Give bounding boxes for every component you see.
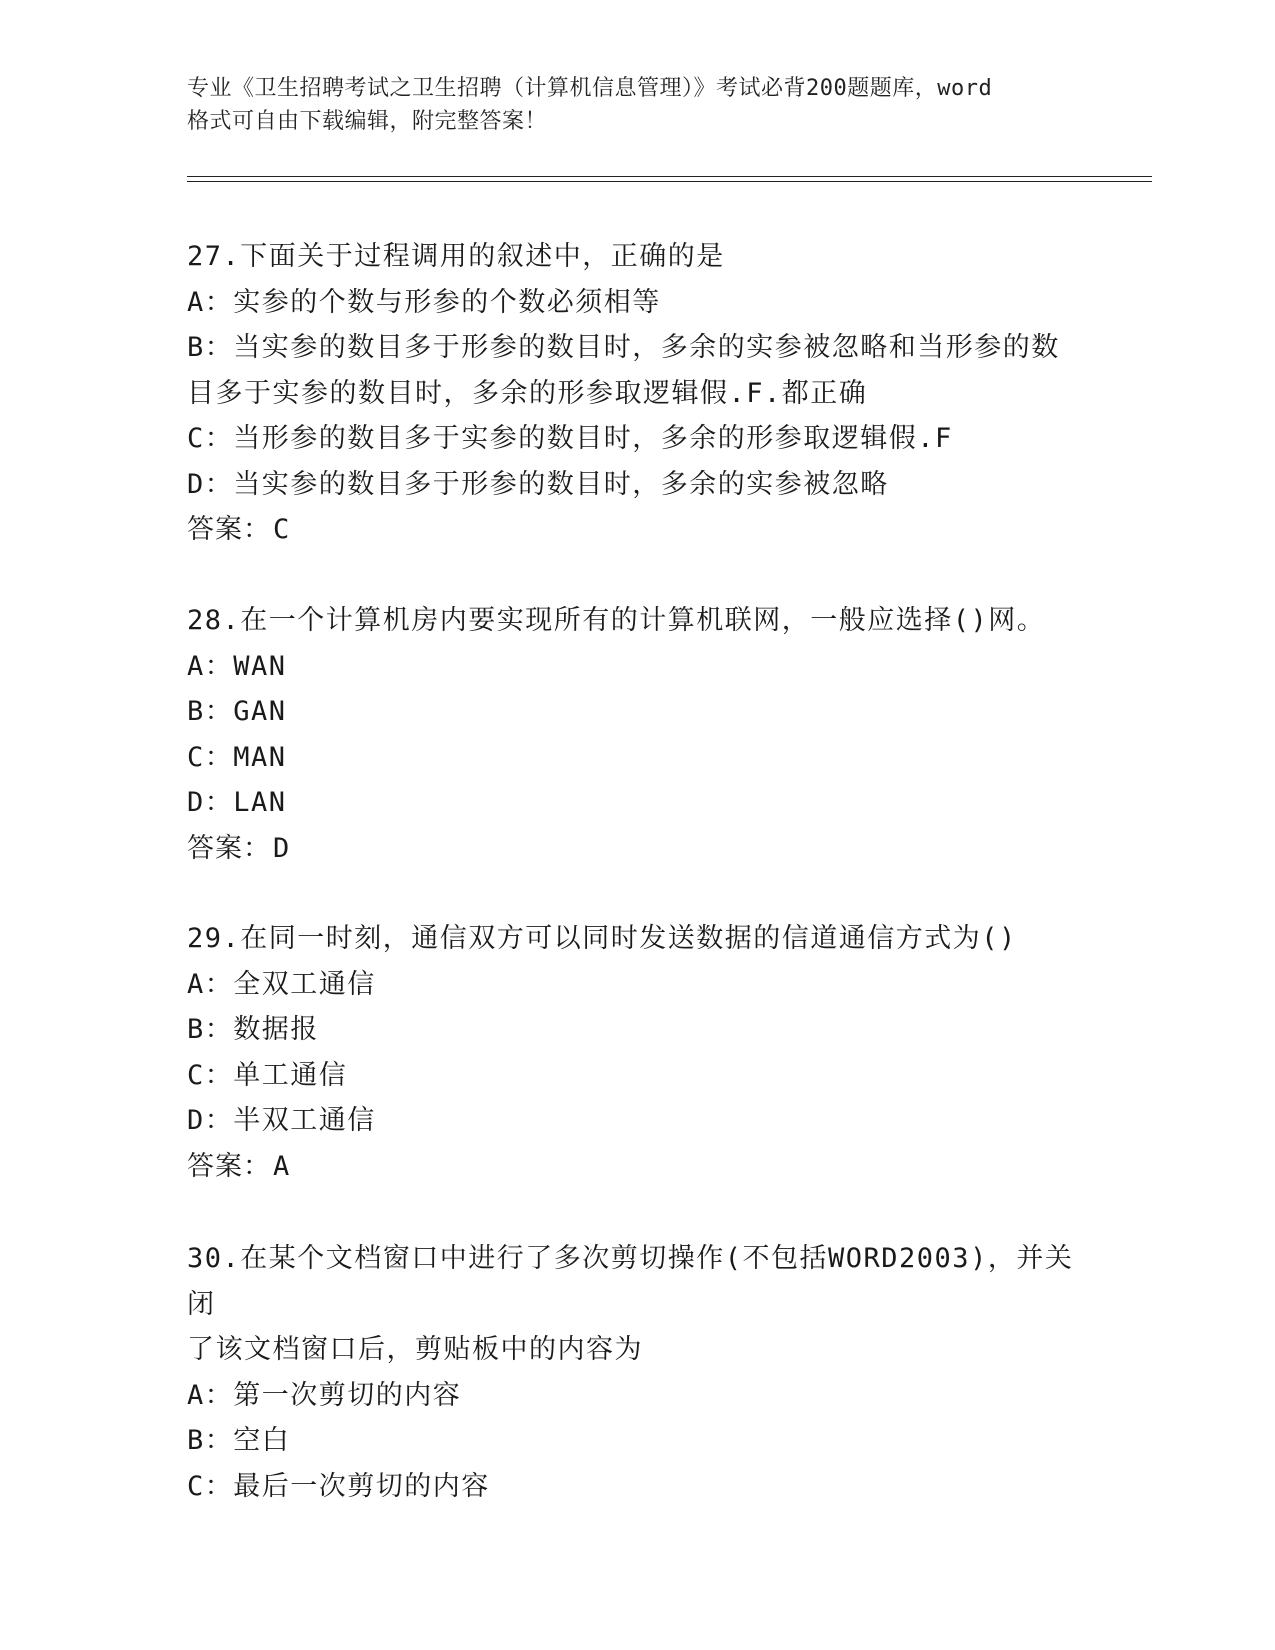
option-c: C：最后一次剪切的内容 [187, 1470, 490, 1502]
header-line-2: 格式可自由下载编辑，附完整答案！ [187, 109, 548, 134]
option-b: B：空白 [187, 1425, 291, 1456]
option-b: B：当实参的数目多于形参的数目时，多余的实参被忽略和当形参的数 目多于实参的数目时，多余的形参取逻辑假.F.都正确 [187, 332, 1060, 409]
option-c: C：单工通信 [187, 1059, 348, 1091]
option-a: A：全双工通信 [187, 968, 376, 1000]
question-27 [187, 234, 1087, 553]
question-30 [187, 1236, 1087, 1509]
header-double-rule [187, 176, 1152, 182]
option-a: A：实参的个数与形参的个数必须相等 [187, 286, 661, 318]
answer-label: 答案： [187, 514, 271, 545]
document-header [187, 72, 1087, 138]
question-stem: 28.在一个计算机房内要实现所有的计算机联网，一般应选择()网。 [187, 605, 1046, 636]
answer-line [187, 826, 1087, 872]
question-28 [187, 598, 1087, 871]
option-d: D：当实参的数目多于形参的数目时，多余的实参被忽略 [187, 468, 889, 500]
option-a: A：WAN [187, 650, 287, 682]
question-stem-line-2: 了该文档窗口后，剪贴板中的内容为 [187, 1334, 643, 1365]
option-c: C：当形参的数目多于实参的数目时，多余的形参取逻辑假.F [187, 423, 953, 454]
option-d: D：半双工通信 [187, 1105, 376, 1136]
answer-label: 答案： [187, 1150, 271, 1182]
answer-line [187, 1144, 1087, 1190]
option-b: B：数据报 [187, 1014, 319, 1045]
option-d: D：LAN [187, 787, 287, 818]
answer-label: 答案： [187, 832, 271, 864]
option-c: C：MAN [187, 741, 287, 773]
question-29 [187, 916, 1087, 1189]
answer-value: D [273, 832, 291, 864]
answer-line [187, 507, 1087, 553]
answer-value: C [273, 514, 291, 545]
option-b: B：GAN [187, 696, 287, 727]
question-stem: 27.下面关于过程调用的叙述中，正确的是 [187, 241, 725, 272]
option-a: A：第一次剪切的内容 [187, 1379, 462, 1411]
question-stem-line-1: 30.在某个文档窗口中进行了多次剪切操作(不包括WORD2003)，并关闭 [187, 1243, 1074, 1320]
header-line-1: 专业《卫生招聘考试之卫生招聘（计算机信息管理）》考试必背200题题库，word [187, 76, 993, 101]
question-stem: 29.在同一时刻，通信双方可以同时发送数据的信道通信方式为() [187, 923, 1017, 954]
answer-value: A [273, 1150, 291, 1182]
